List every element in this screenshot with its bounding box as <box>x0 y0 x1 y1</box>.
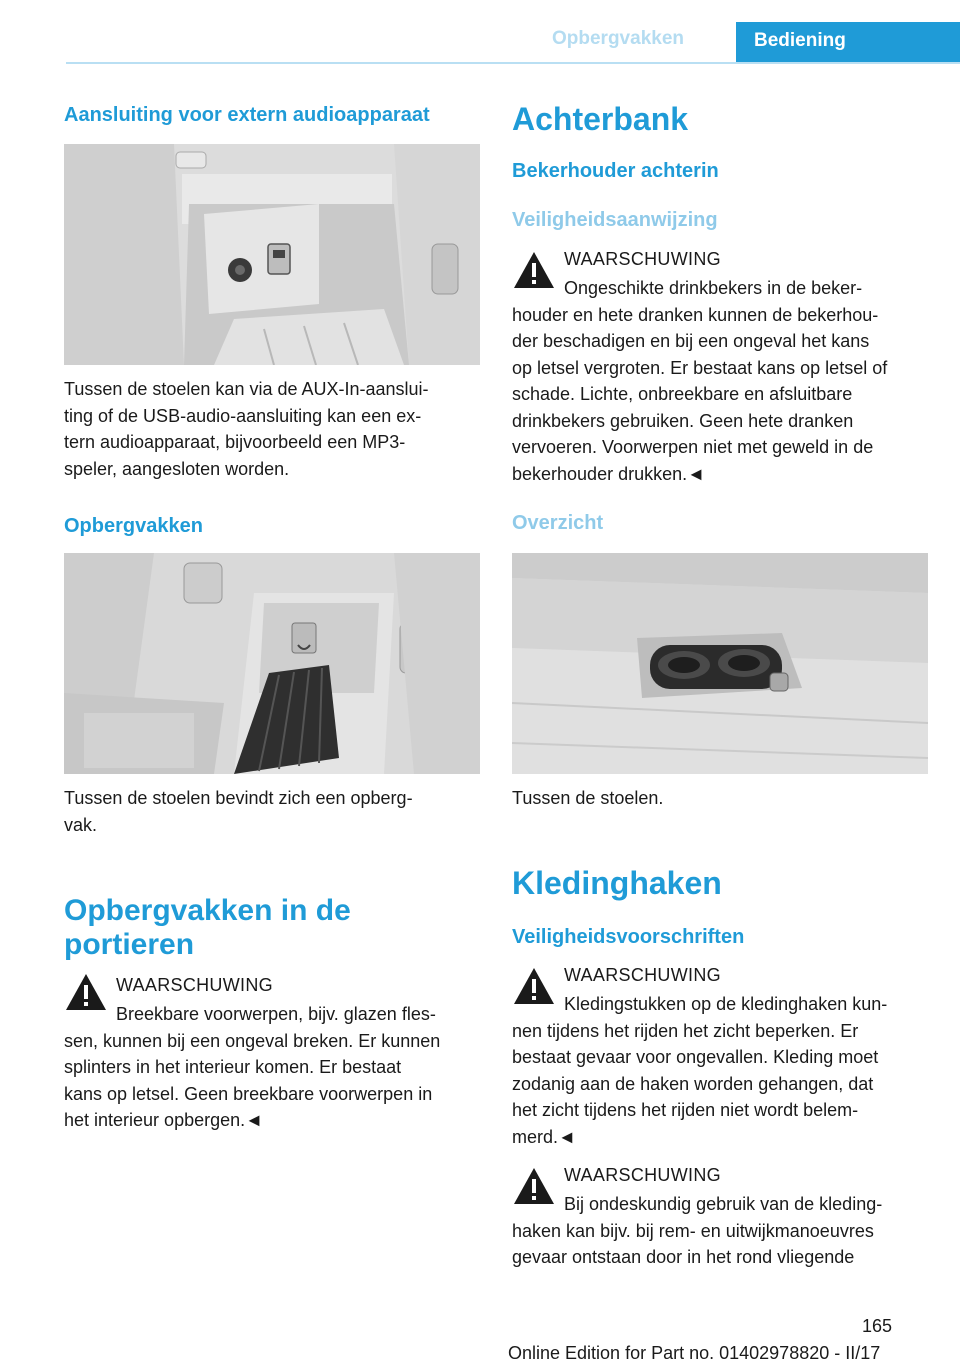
doors-warning-title: WAARSCHUWING <box>116 975 273 995</box>
hooks-warning-2-title: WAARSCHUWING <box>564 1165 721 1185</box>
doors-warning <box>64 972 484 1152</box>
storage-description: Tussen de stoelen bevindt zich een opberg- vak. <box>64 788 413 835</box>
storage-heading: Opbergvakken <box>64 515 203 537</box>
edition-footer: Online Edition for Part no. 01402978820 - II/17 <box>508 1343 881 1362</box>
aux-description: Tussen de stoelen kan via de AUX-In-aanslui- ting of de USB-audio-aansluiting kan een ex- tern audioapparaat, bijvoorbeeld een MP3- speler, aangesloten worden. <box>64 379 429 479</box>
hooks-warning-2 <box>512 1162 932 1282</box>
cupholder-warning-text: Ongeschikte drinkbekers in de beker- houder en hete dranken kunnen de bekerhou- der beschadigen en bij een ongeval het kans op letsel vergroten. Er bestaat kans op letsel of schade. Lichte, onbreekbare en afsluitbare drinkbekers gebruiken. Geen hete dranken vervoeren. Voorwerpen niet met geweld in de bekerhouder drukken.◄ <box>512 278 888 484</box>
hooks-heading: Kledinghaken <box>512 865 722 901</box>
aux-heading: Aansluiting voor extern audioapparaat <box>64 104 430 126</box>
doors-warning-text: Breekbare voorwerpen, bijv. glazen fles- sen, kunnen bij een ongeval breken. Er kunnen splinters in het interieur komen. Er bestaat kans op letsel. Geen breekbare voorwerpen in het interieur opbergen.◄ <box>64 1004 441 1130</box>
hooks-warning-1-title: WAARSCHUWING <box>564 965 721 985</box>
hooks-warning-1-text: Kledingstukken op de kledinghaken kun- nen tijdens het rijden het zicht beperken. Er bestaat gevaar voor ongevallen. Kleding moet zodanig aan de haken worden gehangen, dat het zicht tijdens het rijden niet wordt belem- merd.◄ <box>512 994 888 1147</box>
safety-note-heading: Veiligheidsaanwijzing <box>512 209 718 231</box>
overview-heading: Overzicht <box>512 512 604 534</box>
storage-compartment-image <box>64 553 480 774</box>
cupholder-image <box>512 553 928 774</box>
header-chapter-tab: Bediening <box>736 22 960 64</box>
aux-connection-image <box>64 144 480 365</box>
overview-description: Tussen de stoelen. <box>512 788 664 808</box>
cupholder-warning-title: WAARSCHUWING <box>564 249 721 269</box>
rear-seat-heading: Achterbank <box>512 101 689 137</box>
hooks-warning-1 <box>512 962 932 1152</box>
hooks-warning-2-text: Bij ondeskundig gebruik van de kleding- haken kan bijv. bij rem- en uitwijkmanoeuvres gevaar ontstaan door in het rond vliegende <box>512 1194 883 1267</box>
page-number: 165 <box>862 1316 893 1336</box>
cupholder-warning <box>512 246 932 484</box>
right-column <box>512 0 928 1362</box>
hooks-safety-heading: Veiligheidsvoorschriften <box>512 926 745 948</box>
header-section-label: Opbergvakken <box>552 28 684 49</box>
doors-heading: Opbergvakken in de portieren <box>64 894 351 961</box>
cupholder-heading: Bekerhouder achterin <box>512 160 719 182</box>
left-column <box>64 0 480 1362</box>
